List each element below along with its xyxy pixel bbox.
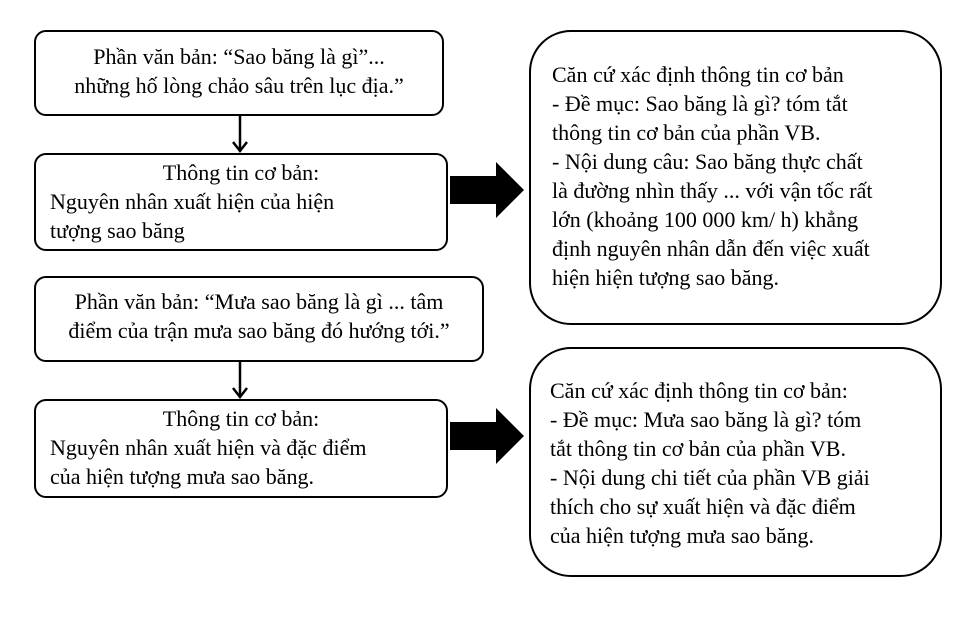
basis-1-line-3: thông tin cơ bản của phần VB.: [552, 120, 821, 145]
info-2-line-1: Nguyên nhân xuất hiện và đặc điểm: [50, 435, 367, 460]
basis-1-line-1: Căn cứ xác định thông tin cơ bản: [552, 62, 844, 87]
excerpt-2-line-2: điểm của trận mưa sao băng đó hướng tới.”: [68, 318, 450, 343]
basis-1-line-5: là đường nhìn thấy ... với vận tốc rất: [552, 178, 873, 203]
right-arrow-2: [450, 408, 526, 464]
basis-2-line-6: của hiện tượng mưa sao băng.: [550, 523, 814, 548]
right-arrow-1: [450, 162, 526, 218]
excerpt-2-line-1: Phần văn bản: “Mưa sao băng là gì ... tâm: [74, 289, 444, 314]
info-1-title: Thông tin cơ bản:: [162, 160, 320, 185]
basis-2-line-4: - Nội dung chi tiết của phần VB giải: [550, 465, 870, 490]
basis-2-line-1: Căn cứ xác định thông tin cơ bản:: [550, 378, 848, 403]
basis-1-line-4: - Nội dung câu: Sao băng thực chất: [552, 149, 863, 174]
basis-1-line-8: hiện hiện tượng sao băng.: [552, 265, 780, 290]
basis-1-line-6: lớn (khoảng 100 000 km/ h) khẳng: [552, 207, 859, 232]
basis-2-line-2: - Đề mục: Mưa sao băng là gì? tóm: [550, 407, 862, 432]
down-arrow-2: [230, 362, 250, 400]
info-2-line-2: của hiện tượng mưa sao băng.: [50, 464, 314, 489]
info-2-title: Thông tin cơ bản:: [162, 406, 320, 431]
info-1-line-2: tượng sao băng: [50, 218, 185, 243]
basis-2-line-5: thích cho sự xuất hiện và đặc điểm: [550, 494, 856, 519]
info-1-line-1: Nguyên nhân xuất hiện của hiện: [50, 189, 335, 214]
down-arrow-1: [230, 116, 250, 154]
basis-1-line-7: định nguyên nhân dẫn đến việc xuất: [552, 236, 870, 261]
excerpt-1-line-2: những hố lòng chảo sâu trên lục địa.”: [74, 73, 404, 98]
basis-2-line-3: tắt thông tin cơ bản của phần VB.: [550, 436, 846, 461]
basis-1-line-2: - Đề mục: Sao băng là gì? tóm tắt: [552, 91, 848, 116]
excerpt-1-line-1: Phần văn bản: “Sao băng là gì”...: [93, 44, 385, 69]
